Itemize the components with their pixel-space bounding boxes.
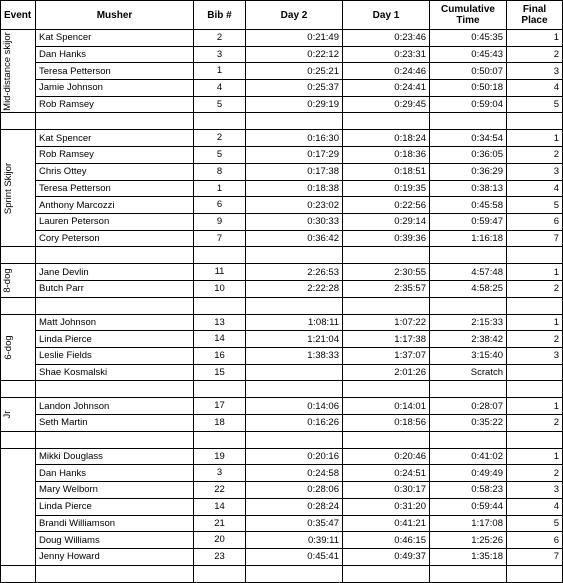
bib-cell: 22 (194, 482, 246, 499)
day2-cell: 0:29:19 (246, 96, 343, 113)
cumulative-time-cell: 0:35:22 (430, 415, 507, 432)
cumulative-time-cell: 0:36:29 (430, 163, 507, 180)
event-label: 6-dog (2, 335, 14, 360)
empty-cell (1, 297, 36, 314)
musher-cell: Teresa Petterson (36, 180, 194, 197)
day1-cell: 1:17:38 (343, 331, 430, 348)
table-row (1, 398, 563, 415)
final-place-cell: 3 (507, 163, 563, 180)
final-place-cell: 2 (507, 46, 563, 63)
cumulative-time-cell: 0:50:18 (430, 80, 507, 97)
day2-cell: 0:20:16 (246, 448, 343, 465)
empty-cell (246, 247, 343, 264)
day2-cell: 2:22:28 (246, 280, 343, 297)
empty-cell (194, 113, 246, 130)
day2-cell: 0:21:49 (246, 30, 343, 47)
empty-cell (194, 297, 246, 314)
bib-cell: 5 (194, 96, 246, 113)
empty-cell (343, 431, 430, 448)
day1-cell: 0:30:17 (343, 482, 430, 499)
empty-cell (507, 565, 563, 582)
musher-cell: Leslie Fields (36, 348, 194, 365)
final-place-cell: 1 (507, 314, 563, 331)
table-row (1, 415, 563, 432)
musher-cell: Jamie Johnson (36, 80, 194, 97)
final-place-cell: 2 (507, 465, 563, 482)
bib-cell: 1 (194, 180, 246, 197)
final-place-cell (507, 364, 563, 381)
header-cumulative-time: Cumulative Time (430, 1, 507, 30)
musher-cell: Linda Pierce (36, 498, 194, 515)
event-cell (1, 448, 36, 565)
cumulative-time-cell: 4:58:25 (430, 280, 507, 297)
final-place-cell: 5 (507, 96, 563, 113)
spacer-row (1, 381, 563, 398)
empty-cell (507, 431, 563, 448)
cumulative-time-cell: 0:38:13 (430, 180, 507, 197)
cumulative-time-cell: 1:17:08 (430, 515, 507, 532)
day2-cell: 0:17:38 (246, 163, 343, 180)
cumulative-time-cell: 0:41:02 (430, 448, 507, 465)
table-row (1, 46, 563, 63)
cumulative-time-cell: 0:58:23 (430, 482, 507, 499)
day1-cell: 0:29:45 (343, 96, 430, 113)
day1-cell: 0:49:37 (343, 548, 430, 565)
table-row (1, 30, 563, 47)
final-place-cell: 1 (507, 30, 563, 47)
empty-cell (36, 431, 194, 448)
bib-cell: 15 (194, 364, 246, 381)
empty-cell (36, 297, 194, 314)
table-row (1, 130, 563, 147)
event-cell (1, 264, 36, 297)
cumulative-time-cell: 1:16:18 (430, 230, 507, 247)
final-place-cell: 2 (507, 147, 563, 164)
cumulative-time-cell: 0:59:44 (430, 498, 507, 515)
day1-cell: 0:18:56 (343, 415, 430, 432)
final-place-cell: 2 (507, 415, 563, 432)
day1-cell: 0:19:35 (343, 180, 430, 197)
day1-cell: 0:24:51 (343, 465, 430, 482)
header-musher: Musher (36, 1, 194, 30)
musher-cell: Mikki Douglass (36, 448, 194, 465)
empty-cell (507, 113, 563, 130)
day2-cell: 1:21:04 (246, 331, 343, 348)
table-row (1, 548, 563, 565)
musher-cell: Anthony Marcozzi (36, 197, 194, 214)
table-row (1, 213, 563, 230)
spacer-row (1, 247, 563, 264)
empty-cell (36, 113, 194, 130)
day1-cell: 0:23:46 (343, 30, 430, 47)
day2-cell: 0:22:12 (246, 46, 343, 63)
musher-cell: Jenny Howard (36, 548, 194, 565)
day1-cell: 0:46:15 (343, 532, 430, 549)
musher-cell: Rob Ramsey (36, 96, 194, 113)
day2-cell: 0:30:33 (246, 213, 343, 230)
event-label: 8-dog (2, 268, 14, 293)
musher-cell: Rob Ramsey (36, 147, 194, 164)
final-place-cell: 1 (507, 130, 563, 147)
table-row (1, 448, 563, 465)
final-place-cell: 3 (507, 348, 563, 365)
bib-cell: 1 (194, 63, 246, 80)
bib-cell: 9 (194, 213, 246, 230)
empty-cell (507, 297, 563, 314)
empty-cell (194, 565, 246, 582)
day1-cell: 0:31:20 (343, 498, 430, 515)
empty-cell (1, 565, 36, 582)
spacer-row (1, 565, 563, 582)
day2-cell: 0:28:24 (246, 498, 343, 515)
day1-cell: 0:39:36 (343, 230, 430, 247)
bib-cell: 4 (194, 80, 246, 97)
bib-cell: 23 (194, 548, 246, 565)
day2-cell: 2:26:53 (246, 264, 343, 281)
spacer-row (1, 297, 563, 314)
day2-cell: 0:28:06 (246, 482, 343, 499)
event-label: Jr (2, 410, 14, 419)
bib-cell: 18 (194, 415, 246, 432)
cumulative-time-cell: 4:57:48 (430, 264, 507, 281)
bib-cell: 19 (194, 448, 246, 465)
day1-cell: 0:18:51 (343, 163, 430, 180)
day1-cell: 0:29:14 (343, 213, 430, 230)
cumulative-time-cell: 0:36:05 (430, 147, 507, 164)
musher-cell: Jane Devlin (36, 264, 194, 281)
cumulative-time-cell: Scratch (430, 364, 507, 381)
header-day2: Day 2 (246, 1, 343, 30)
final-place-cell: 1 (507, 264, 563, 281)
cumulative-time-cell: 0:50:07 (430, 63, 507, 80)
table-row (1, 96, 563, 113)
empty-cell (194, 381, 246, 398)
table-row (1, 147, 563, 164)
day2-cell: 0:14:06 (246, 398, 343, 415)
musher-cell: Kat Spencer (36, 30, 194, 47)
empty-cell (246, 565, 343, 582)
header-event: Event (1, 1, 36, 30)
bib-cell: 17 (194, 398, 246, 415)
final-place-cell: 1 (507, 448, 563, 465)
bib-cell: 10 (194, 280, 246, 297)
empty-cell (343, 565, 430, 582)
table-row (1, 180, 563, 197)
bib-cell: 5 (194, 147, 246, 164)
table-row (1, 230, 563, 247)
final-place-cell: 7 (507, 230, 563, 247)
musher-cell: Shae Kosmalski (36, 364, 194, 381)
table-row (1, 331, 563, 348)
cumulative-time-cell: 0:49:49 (430, 465, 507, 482)
musher-cell: Mary Welborn (36, 482, 194, 499)
bib-cell: 11 (194, 264, 246, 281)
musher-cell: Butch Parr (36, 280, 194, 297)
empty-cell (194, 431, 246, 448)
bib-cell: 21 (194, 515, 246, 532)
day1-cell: 1:07:22 (343, 314, 430, 331)
day2-cell: 0:25:37 (246, 80, 343, 97)
table-row (1, 465, 563, 482)
day1-cell: 0:23:31 (343, 46, 430, 63)
spacer-row (1, 113, 563, 130)
musher-cell: Brandi Williamson (36, 515, 194, 532)
event-cell (1, 398, 36, 431)
empty-cell (343, 297, 430, 314)
musher-cell: Chris Ottey (36, 163, 194, 180)
cumulative-time-cell: 0:45:35 (430, 30, 507, 47)
cumulative-time-cell: 0:59:04 (430, 96, 507, 113)
cumulative-time-cell: 0:34:54 (430, 130, 507, 147)
cumulative-time-cell: 0:45:43 (430, 46, 507, 63)
cumulative-time-cell: 2:15:33 (430, 314, 507, 331)
musher-cell: Linda Pierce (36, 331, 194, 348)
empty-cell (246, 431, 343, 448)
bib-cell: 7 (194, 230, 246, 247)
day1-cell: 0:18:36 (343, 147, 430, 164)
final-place-cell: 3 (507, 63, 563, 80)
table-row (1, 515, 563, 532)
bib-cell: 3 (194, 46, 246, 63)
empty-cell (36, 247, 194, 264)
musher-cell: Landon Johnson (36, 398, 194, 415)
day1-cell: 0:14:01 (343, 398, 430, 415)
musher-cell: Teresa Petterson (36, 63, 194, 80)
final-place-cell: 4 (507, 80, 563, 97)
event-cell (1, 130, 36, 247)
day2-cell: 0:16:30 (246, 130, 343, 147)
final-place-cell: 6 (507, 213, 563, 230)
day1-cell: 0:41:21 (343, 515, 430, 532)
day1-cell: 0:20:46 (343, 448, 430, 465)
empty-cell (1, 381, 36, 398)
table-row (1, 348, 563, 365)
final-place-cell: 2 (507, 331, 563, 348)
day2-cell: 0:24:58 (246, 465, 343, 482)
table-row (1, 63, 563, 80)
musher-cell: Dan Hanks (36, 46, 194, 63)
day2-cell: 0:23:02 (246, 197, 343, 214)
day1-cell: 0:24:41 (343, 80, 430, 97)
header-day1: Day 1 (343, 1, 430, 30)
table-row (1, 163, 563, 180)
day1-cell: 1:37:07 (343, 348, 430, 365)
empty-cell (1, 113, 36, 130)
event-label: Sprint Skijor (2, 162, 14, 214)
table-body (1, 30, 563, 583)
bib-cell: 8 (194, 163, 246, 180)
day2-cell (246, 364, 343, 381)
table-row (1, 498, 563, 515)
day2-cell: 0:25:21 (246, 63, 343, 80)
bib-cell: 14 (194, 331, 246, 348)
day2-cell: 0:45:41 (246, 548, 343, 565)
final-place-cell: 5 (507, 197, 563, 214)
table-row (1, 364, 563, 381)
day2-cell: 0:18:38 (246, 180, 343, 197)
table-row (1, 80, 563, 97)
musher-cell: Seth Martin (36, 415, 194, 432)
bib-cell: 2 (194, 130, 246, 147)
cumulative-time-cell: 3:15:40 (430, 348, 507, 365)
empty-cell (343, 113, 430, 130)
empty-cell (430, 381, 507, 398)
header-final-place: Final Place (507, 1, 563, 30)
event-label: Mid-distance skijor (2, 31, 14, 111)
table-row (1, 482, 563, 499)
empty-cell (1, 431, 36, 448)
empty-cell (36, 565, 194, 582)
empty-cell (194, 247, 246, 264)
day1-cell: 2:01:26 (343, 364, 430, 381)
final-place-cell: 7 (507, 548, 563, 565)
empty-cell (246, 297, 343, 314)
day2-cell: 0:36:42 (246, 230, 343, 247)
empty-cell (430, 431, 507, 448)
bib-cell: 3 (194, 465, 246, 482)
cumulative-time-cell: 0:28:07 (430, 398, 507, 415)
empty-cell (343, 247, 430, 264)
table-header (1, 1, 563, 30)
table-row (1, 314, 563, 331)
day2-cell: 0:17:29 (246, 147, 343, 164)
cumulative-time-cell: 1:25:26 (430, 532, 507, 549)
final-place-cell: 1 (507, 398, 563, 415)
event-cell (1, 30, 36, 113)
day2-cell: 0:39:11 (246, 532, 343, 549)
bib-cell: 2 (194, 30, 246, 47)
final-place-cell: 2 (507, 280, 563, 297)
empty-cell (430, 113, 507, 130)
musher-cell: Matt Johnson (36, 314, 194, 331)
final-place-cell: 3 (507, 482, 563, 499)
day1-cell: 2:30:55 (343, 264, 430, 281)
day2-cell: 1:08:11 (246, 314, 343, 331)
empty-cell (246, 381, 343, 398)
musher-cell: Kat Spencer (36, 130, 194, 147)
empty-cell (430, 297, 507, 314)
day2-cell: 0:16:26 (246, 415, 343, 432)
musher-cell: Doug Williams (36, 532, 194, 549)
empty-cell (430, 565, 507, 582)
empty-cell (430, 247, 507, 264)
bib-cell: 16 (194, 348, 246, 365)
empty-cell (1, 247, 36, 264)
cumulative-time-cell: 0:45:58 (430, 197, 507, 214)
empty-cell (507, 247, 563, 264)
table-row (1, 280, 563, 297)
table-row (1, 197, 563, 214)
final-place-cell: 4 (507, 180, 563, 197)
bib-cell: 13 (194, 314, 246, 331)
day2-cell: 1:38:33 (246, 348, 343, 365)
cumulative-time-cell: 1:35:18 (430, 548, 507, 565)
day2-cell: 0:35:47 (246, 515, 343, 532)
cumulative-time-cell: 0:59:47 (430, 213, 507, 230)
musher-cell: Cory Peterson (36, 230, 194, 247)
final-place-cell: 4 (507, 498, 563, 515)
event-cell (1, 314, 36, 381)
day1-cell: 0:22:56 (343, 197, 430, 214)
empty-cell (36, 381, 194, 398)
spacer-row (1, 431, 563, 448)
empty-cell (246, 113, 343, 130)
table-row (1, 532, 563, 549)
empty-cell (343, 381, 430, 398)
day1-cell: 2:35:57 (343, 280, 430, 297)
bib-cell: 14 (194, 498, 246, 515)
table-row (1, 264, 563, 281)
bib-cell: 6 (194, 197, 246, 214)
final-place-cell: 6 (507, 532, 563, 549)
empty-cell (507, 381, 563, 398)
musher-cell: Lauren Peterson (36, 213, 194, 230)
header-bib: Bib # (194, 1, 246, 30)
day1-cell: 0:24:46 (343, 63, 430, 80)
day1-cell: 0:18:24 (343, 130, 430, 147)
bib-cell: 20 (194, 532, 246, 549)
cumulative-time-cell: 2:38:42 (430, 331, 507, 348)
musher-cell: Dan Hanks (36, 465, 194, 482)
final-place-cell: 5 (507, 515, 563, 532)
